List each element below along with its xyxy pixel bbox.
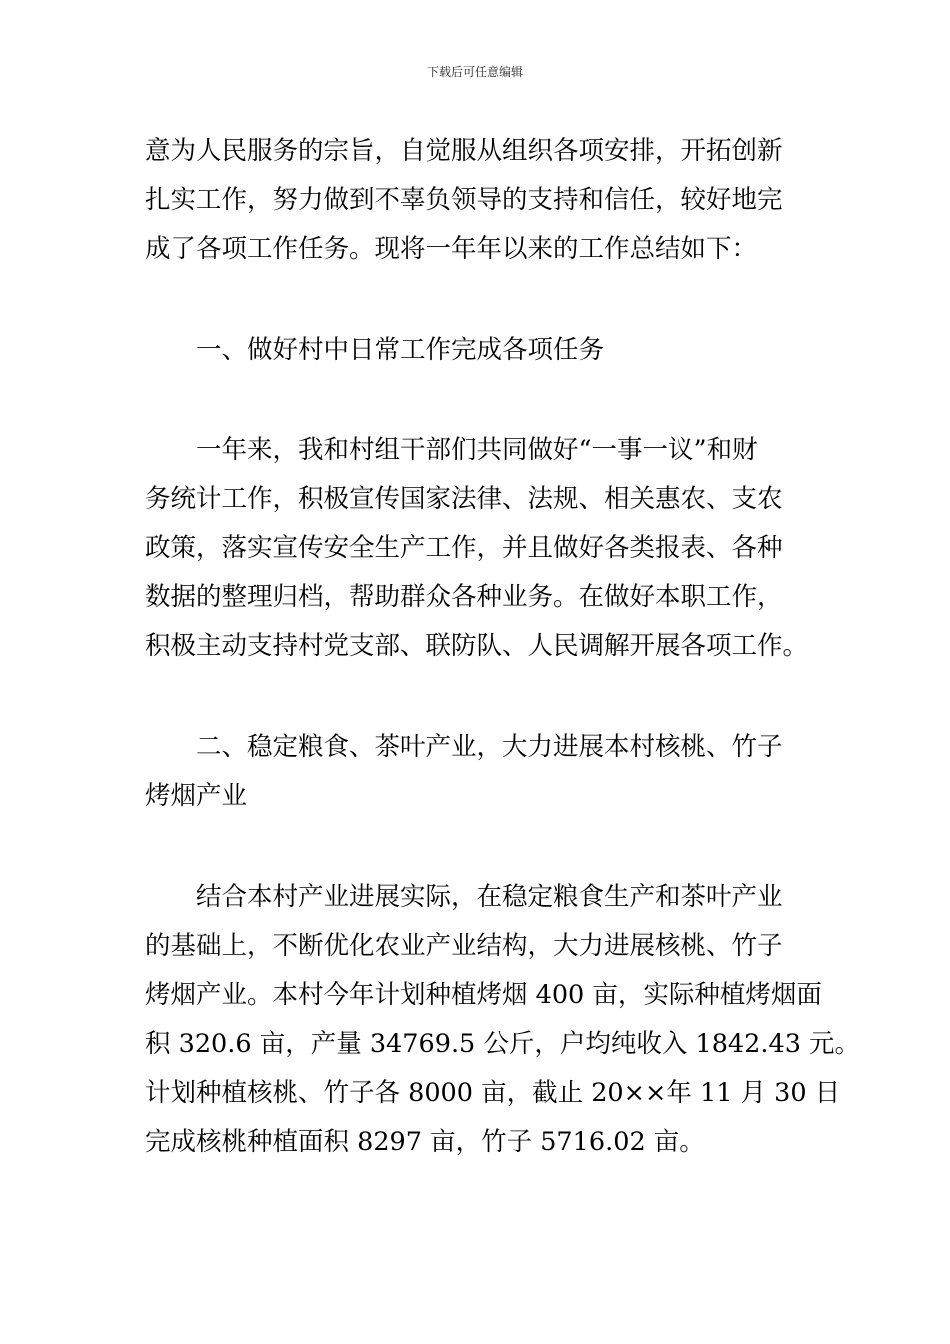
body-line: 意为人民服务的宗旨，自觉服从组织各项安排，开拓创新 (145, 136, 783, 166)
body-line: 政策，落实宣传安全生产工作，并且做好各类报表、各种 (145, 533, 783, 563)
body-line: 计划种植核桃、竹子各 8000 亩，截止 20××年 11 月 30 日 (145, 1078, 841, 1108)
body-line: 务统计工作，积极宣传国家法律、法规、相关惠农、支农 (145, 484, 783, 514)
section-heading-2-cont: 烤烟产业 (145, 781, 248, 811)
body-line: 数据的整理归档，帮助群众各种业务。在做好本职工作， (145, 582, 783, 612)
body-line: 完成核桃种植面积 8297 亩，竹子 5716.02 亩。 (145, 1127, 705, 1157)
section-heading-1: 一、做好村中日常工作完成各项任务 (145, 335, 605, 365)
body-line: 的基础上，不断优化农业产业结构，大力进展核桃、竹子 (145, 931, 783, 961)
body-line: 积 320.6 亩，产量 34769.5 公斤，户均纯收入 1842.43 元。 (145, 1029, 861, 1059)
body-line: 烤烟产业。本村今年计划种植烤烟 400 亩，实际种植烤烟面 (145, 980, 822, 1010)
page-header: 下载后可任意编辑 (426, 65, 523, 79)
body-line: 结合本村产业进展实际，在稳定粮食生产和茶叶产业 (145, 882, 783, 912)
body-line: 积极主动支持村党支部、联防队、人民调解开展各项工作。 (145, 631, 809, 661)
body-line: 一年来，我和村组干部们共同做好“一事一议”和财 (145, 435, 758, 465)
body-line: 成了各项工作任务。现将一年年以来的工作总结如下： (145, 234, 758, 264)
section-heading-2: 二、稳定粮食、茶叶产业，大力进展本村核桃、竹子 (145, 732, 783, 762)
body-line: 扎实工作，努力做到不辜负领导的支持和信任，较好地完 (145, 185, 783, 215)
